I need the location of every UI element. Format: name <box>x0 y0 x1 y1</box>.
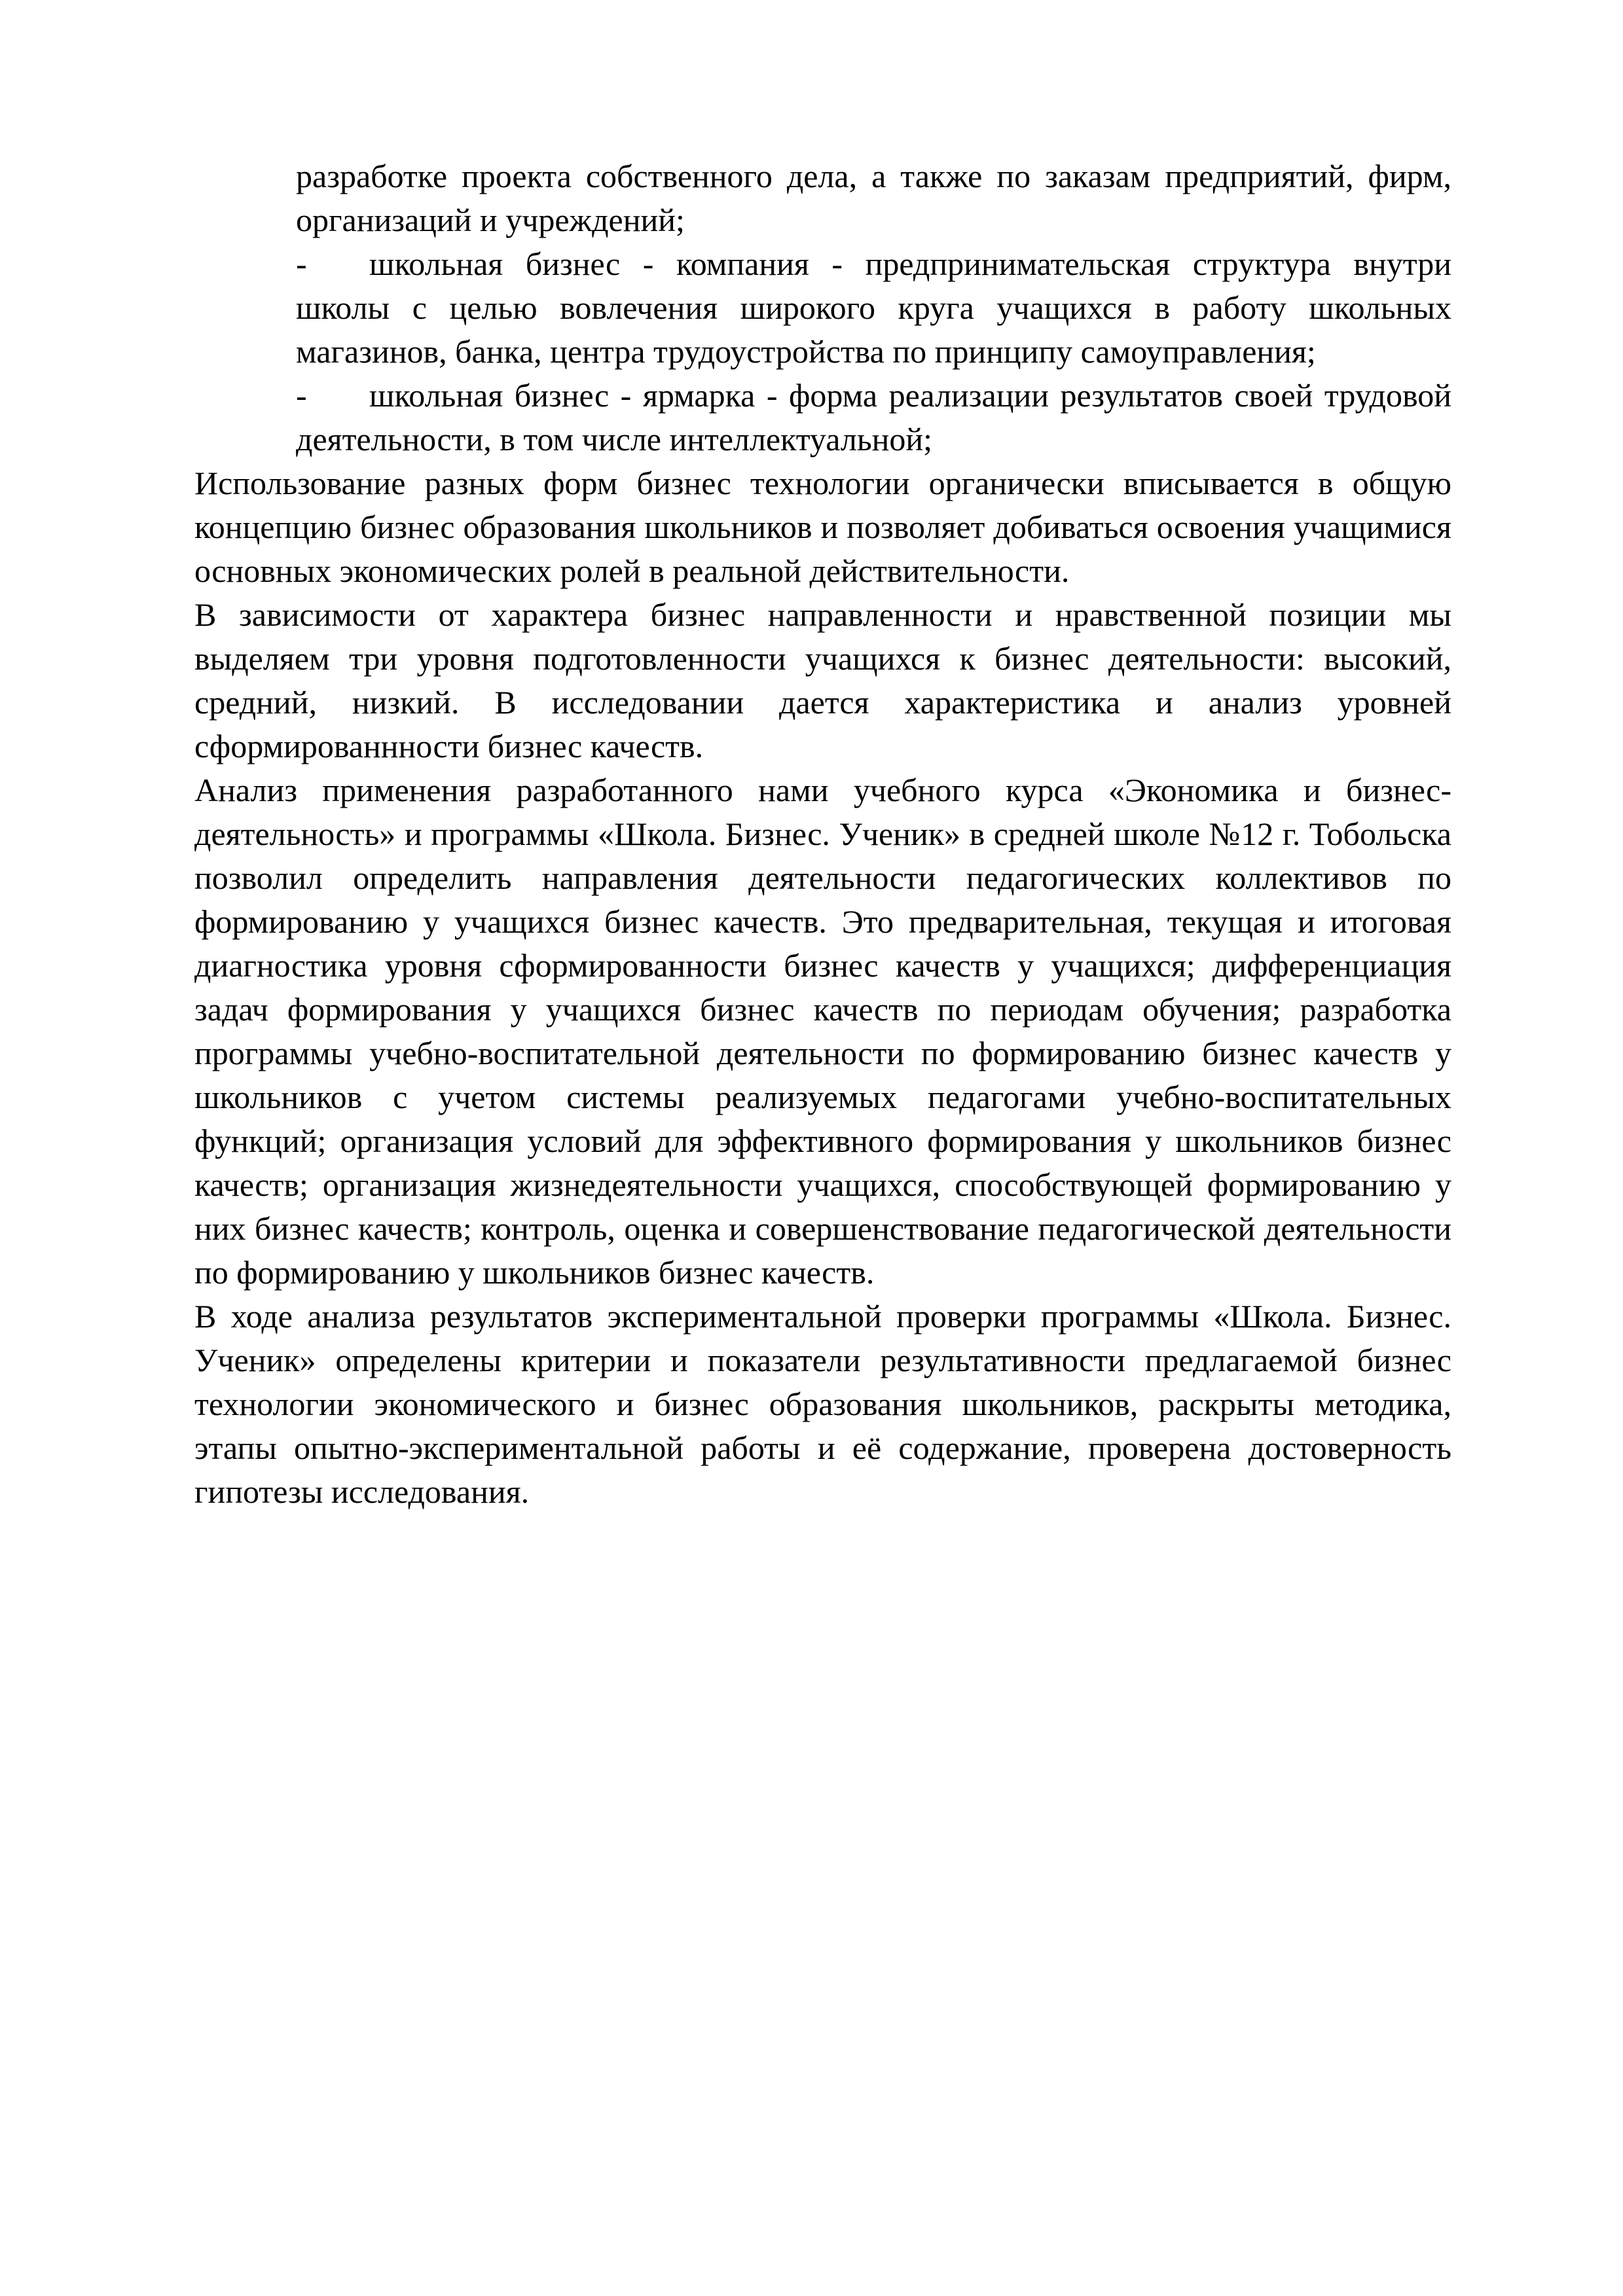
list-item-bullet: - <box>296 377 307 414</box>
list-continuation-text: разработке проекта собственного дела, а также по заказам предприятий, фирм, организаций и учреждений; <box>296 158 1451 238</box>
paragraph: В ходе анализа результатов экспериментальной проверки программы «Школа. Бизнес. Ученик» определены критерии и показатели результативности предлагаемой бизнес технологии экономического и бизнес образования школьников, раскрыты методика, этапы опытно-экспериментальной работы и её содержание, проверена достоверность гипотезы исследования. <box>194 1298 1451 1510</box>
paragraph: В зависимости от характера бизнес направленности и нравственной позиции мы выделяем три уровня подготовленности учащихся к бизнес деятельности: высокий, средний, низкий. В исследовании дается характеристика и анализ уровней сформированнности бизнес качеств. <box>194 596 1451 764</box>
paragraph: Использование разных форм бизнес технологии органически вписывается в общую концепцию бизнес образования школьников и позволяет добиваться освоения учащимися основных экономических ролей в реальной действительности. <box>194 465 1451 589</box>
list-item-text: школьная бизнес - компания - предпринимательская структура внутри школы с целью вовлечения широкого круга учащихся в работу школьных магазинов, банка, центра трудоустройства по принципу самоуправления; <box>296 245 1451 370</box>
list-item-text: школьная бизнес - ярмарка - форма реализации результатов своей трудовой деятельности, в том числе интеллектуальной; <box>296 377 1451 457</box>
list-item <box>296 374 1451 461</box>
paragraph: Анализ применения разработанного нами учебного курса «Экономика и бизнес-деятельность» и программы «Школа. Бизнес. Ученик» в средней школе №12 г. Тобольска позволил определить направления деятельности педагогических коллективов по формированию у учащихся бизнес качеств. Это предварительная, текущая и итоговая диагностика уровня сформированности бизнес качеств у учащихся; дифференциация задач формирования у учащихся бизнес качеств по периодам обучения; разработка программы учебно-воспитательной деятельности по формированию бизнес качеств у школьников с учетом системы реализуемых педагогами учебно-воспитательных функций; организация условий для эффективного формирования у школьников бизнес качеств; организация жизнедеятельности учащихся, способствующей формированию у них бизнес качеств; контроль, оценка и совершенствование педагогической деятельности по формированию у школьников бизнес качеств. <box>194 772 1451 1291</box>
document-body <box>194 154 1451 1514</box>
list-item-bullet: - <box>296 245 307 282</box>
list-item <box>296 242 1451 374</box>
